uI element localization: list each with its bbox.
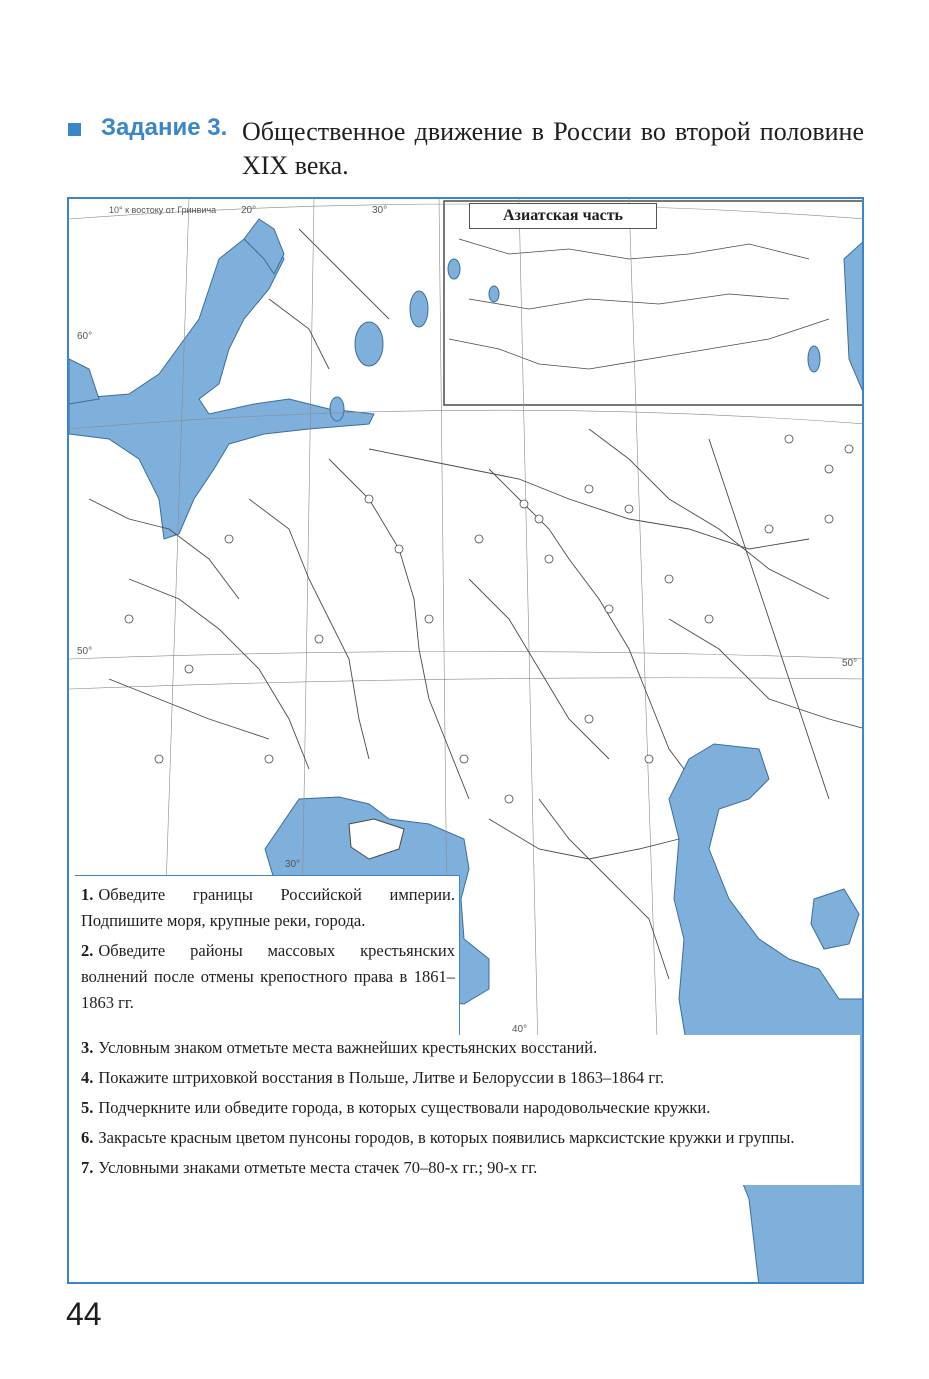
caspian-sea <box>669 744 864 1284</box>
lon-30-label: 30° <box>372 205 388 216</box>
task-item: 3. Условным знаком отметьте места важнейших крестьянских восстаний. <box>81 1038 598 1057</box>
task-title: Общественное движение в России во второй половине XIX века. <box>242 117 864 180</box>
lat-50-east-label: 50° <box>842 658 858 669</box>
task-item: 1. Обведите границы Российской империи. Подпишите моря, крупные реки, города. <box>81 885 455 930</box>
north-sea <box>69 359 99 404</box>
task-item: 4. Покажите штриховкой восстания в Польше, Литве и Белоруссии в 1863–1864 гг. <box>81 1068 665 1087</box>
inset-borders <box>449 239 829 369</box>
inset-lake-3 <box>808 346 820 372</box>
task-label: Задание 3. <box>101 114 228 141</box>
task-item: 2. Обведите районы массовых крестьянских волнений после отмены крепостного права в 1861–1863 гг. <box>81 941 455 1012</box>
greenwich-label: 10° к востоку от Гринвича <box>109 205 217 215</box>
lake-peipus <box>330 397 344 421</box>
east-water <box>844 239 864 399</box>
lat-50-west-label: 50° <box>77 646 93 657</box>
inset-lake-2 <box>489 286 499 302</box>
asian-part-inset <box>444 201 864 405</box>
inset-label: Азиатская часть <box>469 203 657 229</box>
lake-onega <box>410 291 428 327</box>
task-item: 7. Условными знаками отметьте места стачек 70–80-х гг.; 90-х гг. <box>81 1158 538 1177</box>
task-list-upper <box>75 875 460 1035</box>
bullet-square-icon <box>68 123 81 136</box>
aral-sea <box>811 889 859 949</box>
lake-ladoga <box>355 322 383 366</box>
lon-20-label: 20° <box>241 205 257 216</box>
lon-40-south-label: 40° <box>512 1024 528 1035</box>
baltic-sea <box>69 229 374 539</box>
contour-map <box>67 197 864 1284</box>
lat-60-label: 60° <box>77 331 93 342</box>
task-item: 5. Подчеркните или обведите города, в которых существовали народовольческие кружки. <box>81 1098 711 1117</box>
inset-lake-1 <box>448 259 460 279</box>
task-list-lower <box>75 1035 860 1185</box>
lon-30-south-label: 30° <box>285 859 301 870</box>
task-item: 6. Закрасьте красным цветом пунсоны городов, в которых появились марксистские кружки и группы. <box>81 1128 795 1147</box>
page-number: 44 <box>66 1296 102 1332</box>
